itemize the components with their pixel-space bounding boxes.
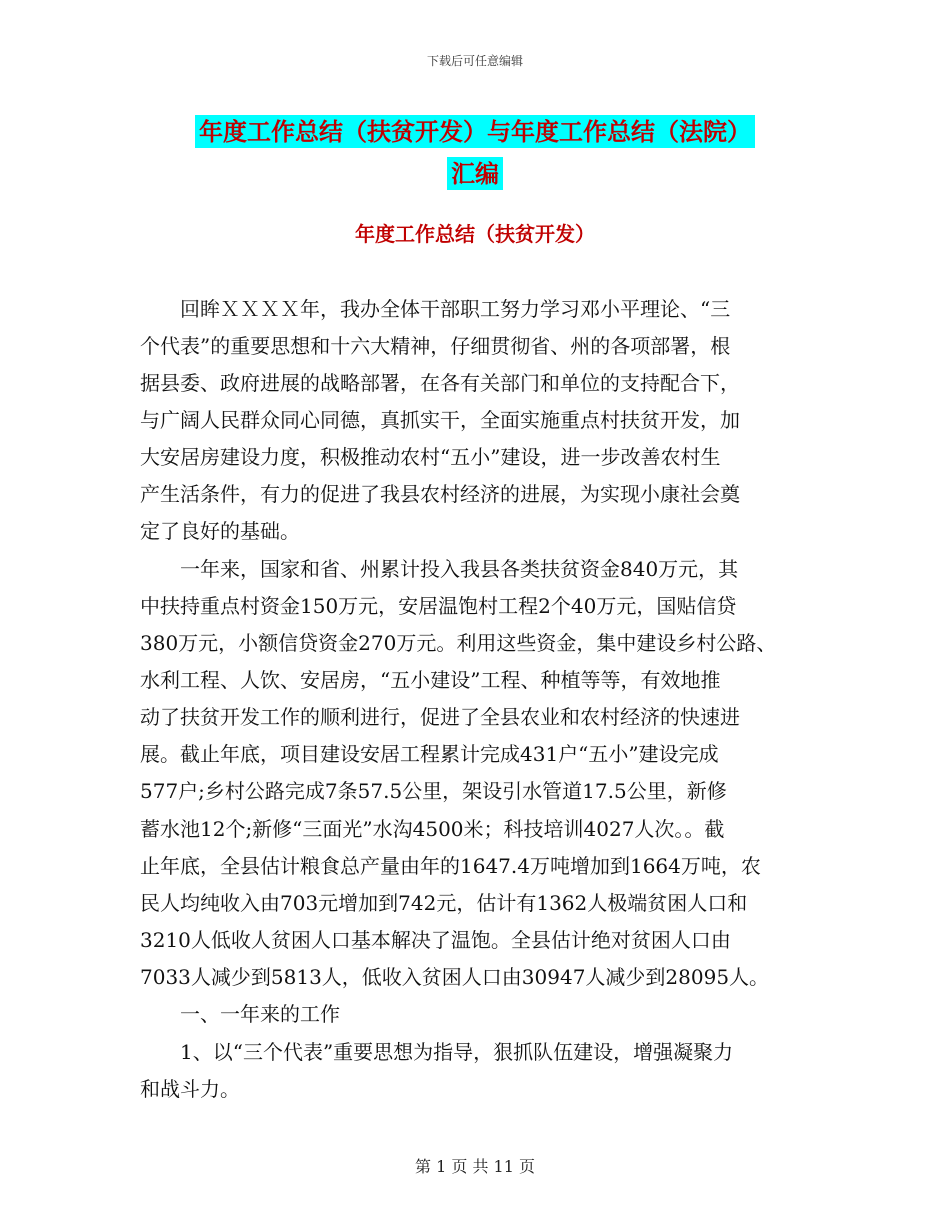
body-line: 个代表”的重要思想和十六大精神，仔细贯彻省、州的各项部署，根 — [140, 334, 731, 358]
body-line: 380万元，小额信贷资金270万元。利用这些资金，集中建设乡村公路、 — [140, 631, 777, 655]
main-title-line1 — [0, 112, 950, 152]
body-line: 定了良好的基础。 — [140, 519, 300, 543]
body-line: 据县委、政府进展的战略部署，在各有关部门和单位的支持配合下， — [140, 371, 740, 395]
body-line: 577户;乡村公路完成7条57.5公里，架设引水管道17.5公里，新修 — [140, 779, 727, 803]
body-line: 和战斗力。 — [140, 1077, 240, 1101]
main-title-line2 — [0, 154, 950, 194]
body-line: 蓄水池12个;新修“三面光”水沟4500米；科技培训4027人次。。截 — [140, 817, 725, 841]
body-line: 展。截止年底，项目建设安居工程累计完成431户“五小”建设完成 — [140, 742, 719, 766]
body-line: 止年底，全县估计粮食总产量由年的1647.4万吨增加到1664万吨，农 — [140, 854, 761, 878]
main-title-line1-text: 年度工作总结（扶贫开发）与年度工作总结（法院） — [195, 115, 755, 148]
body-line: 中扶持重点村资金150万元，安居温饱村工程2个40万元，国贴信贷 — [140, 594, 737, 618]
body-line: 动了扶贫开发工作的顺利进行，促进了全县农业和农村经济的快速进 — [140, 705, 740, 729]
section-title: 年度工作总结（扶贫开发） — [355, 222, 595, 246]
main-title-line2-text: 汇编 — [447, 157, 503, 190]
body-line: 产生活条件，有力的促进了我县农村经济的进展，为实现小康社会奠 — [140, 482, 740, 506]
page-footer: 第 1 页 共 11 页 — [415, 1157, 535, 1176]
body-line: 与广阔人民群众同心同德，真抓实干，全面实施重点村扶贫开发，加 — [140, 408, 740, 432]
body-line: 7033人减少到5813人，低收入贫困人口由30947人减少到28095人。 — [140, 965, 770, 989]
body-line: 一、一年来的工作 — [140, 1002, 340, 1026]
body-line: 水利工程、人饮、安居房，“五小建设”工程、种植等等，有效地推 — [140, 668, 721, 692]
body-line: 3210人低收人贫困人口基本解决了温饱。全县估计绝对贫困人口由 — [140, 928, 731, 952]
body-line: 民人均纯收入由703元增加到742元，估计有1362人极端贫困人口和 — [140, 891, 748, 915]
body-line: 大安居房建设力度，积极推动农村“五小”建设，进一步改善农村生 — [140, 445, 721, 469]
body-line: 一年来，国家和省、州累计投入我县各类扶贫资金840万元，其 — [140, 557, 739, 581]
body-line: 回眸ＸＸＸＸ年，我办全体干部职工努力学习邓小平理论、“三 — [140, 297, 731, 321]
body-line: 1、以“三个代表”重要思想为指导，狠抓队伍建设，增强凝聚力 — [140, 1040, 734, 1064]
header-note: 下载后可任意编辑 — [426, 54, 523, 68]
